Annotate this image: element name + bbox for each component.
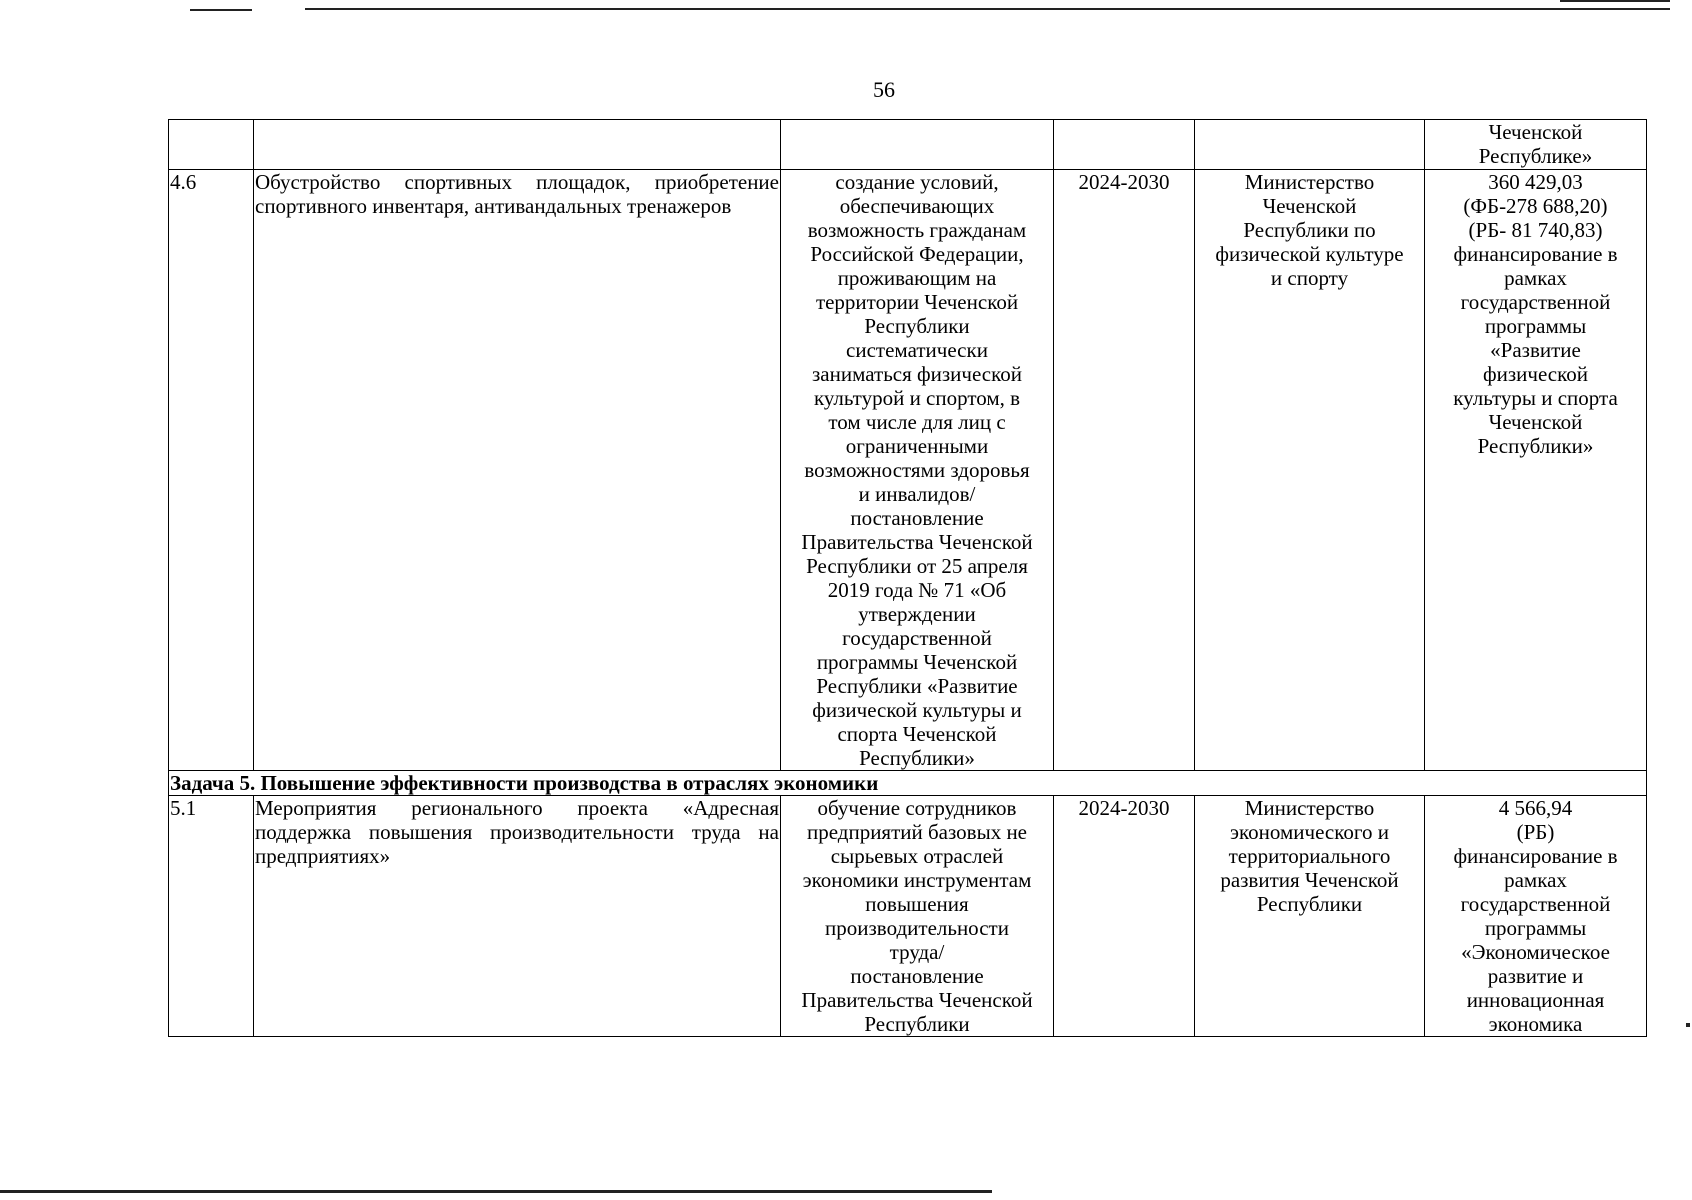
table-row [169,170,1647,771]
scan-mark-right [1686,1023,1690,1027]
cell-activity [254,120,781,170]
cell-financing: 360 429,03 (ФБ-278 688,20) (РБ- 81 740,83) финансирование в рамках государственной программы «Развитие физической культуры и спорта Чеченской Республики» [1425,170,1647,771]
cell-result [781,120,1054,170]
cell-period: 2024-2030 [1054,170,1195,771]
cell-activity: Мероприятия регионального проекта «Адресная поддержка повышения производительности труда на предприятиях» [254,796,781,1037]
task-heading-row [169,771,1647,796]
page-number: 56 [873,77,895,102]
task-heading: Задача 5. Повышение эффективности производства в отраслях экономики [169,771,1647,796]
cell-number: 5.1 [169,796,254,1037]
scan-edge-top-short [190,9,252,11]
cell-financing: Чеченской Республике» [1425,120,1647,170]
table-row [169,120,1647,170]
table-row [169,796,1647,1037]
cell-number: 4.6 [169,170,254,771]
cell-number [169,120,254,170]
scan-edge-top [305,8,1670,10]
program-activities-table [168,119,1647,1037]
scan-edge-top-right [1560,0,1670,2]
cell-period [1054,120,1195,170]
cell-executor: Министерство Чеченской Республики по физической культуре и спорту [1195,170,1425,771]
cell-executor: Министерство экономического и территориального развития Чеченской Республики [1195,796,1425,1037]
cell-period: 2024-2030 [1054,796,1195,1037]
cell-executor [1195,120,1425,170]
cell-activity: Обустройство спортивных площадок, приобретение спортивного инвентаря, антивандальных тренажеров [254,170,781,771]
cell-result: создание условий, обеспечивающих возможность гражданам Российской Федерации, проживающим на территории Чеченской Республики систематически заниматься физической культурой и спортом, в том числе для лиц с ограниченными возможностями здоровья и инвалидов/ постановление Правительства Чеченской Республики от 25 апреля 2019 года № 71 «Об утверждении государственной программы Чеченской Республики «Развитие физической культуры и спорта Чеченской Республики» [781,170,1054,771]
cell-financing: 4 566,94 (РБ) финансирование в рамках государственной программы «Экономическое развитие и инновационная экономика [1425,796,1647,1037]
cell-result: обучение сотрудников предприятий базовых не сырьевых отраслей экономики инструментам повышения производительности труда/ постановление Правительства Чеченской Республики [781,796,1054,1037]
scan-edge-bottom [0,1190,992,1193]
